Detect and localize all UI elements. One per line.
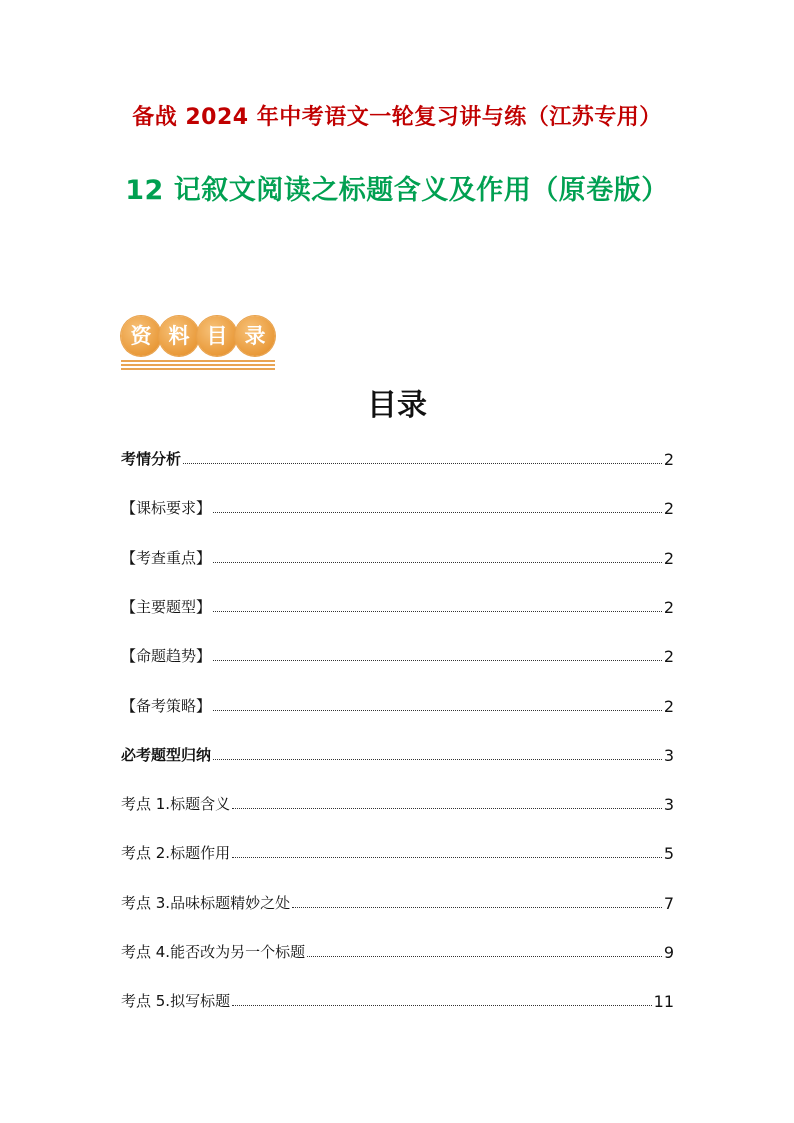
toc-dot-leader: [183, 462, 662, 464]
toc-dot-leader: [213, 709, 662, 711]
toc-dot-leader: [213, 610, 662, 612]
toc-entry[interactable]: [121, 889, 674, 913]
toc-entry[interactable]: [121, 741, 674, 765]
toc-entry-page: 2: [663, 647, 674, 667]
toc-entry[interactable]: [121, 593, 674, 617]
toc-entry-page: 7: [663, 893, 674, 913]
toc-entry-label: 【课标要求】: [121, 499, 212, 518]
toc-entry[interactable]: [121, 445, 674, 469]
toc-heading: 目录: [367, 388, 427, 423]
toc-entry[interactable]: [121, 544, 674, 568]
toc-entry-label: 考点 5.拟写标题: [121, 992, 231, 1011]
badge-char-2: 料: [159, 316, 199, 356]
badge-char-1: 资: [121, 316, 161, 356]
toc-dot-leader: [232, 856, 662, 858]
toc-entry-page: 2: [663, 548, 674, 568]
toc-entry-page: 2: [663, 696, 674, 716]
toc-dot-leader: [213, 659, 662, 661]
toc-entry[interactable]: [121, 642, 674, 666]
toc-dot-leader: [292, 906, 662, 908]
document-title: 备战 2024 年中考语文一轮复习讲与练（江苏专用）: [132, 105, 662, 130]
toc-entry-page: 9: [663, 943, 674, 962]
toc-entry-label: 【备考策略】: [121, 696, 212, 715]
materials-directory-badge: [121, 316, 276, 368]
toc-dot-leader: [232, 1004, 652, 1006]
toc-entry-label: 【主要题型】: [121, 597, 212, 616]
toc-dot-leader: [213, 561, 662, 563]
toc-entry-label: 【命题趋势】: [121, 647, 212, 666]
toc-entry-page: 2: [663, 499, 674, 519]
toc-entry-page: 2: [663, 450, 674, 469]
badge-underline: [121, 360, 275, 372]
toc-entry[interactable]: [121, 494, 674, 518]
badge-char-3: 目: [197, 316, 237, 356]
toc-dot-leader: [307, 955, 662, 957]
toc-entry-label: 必考题型归纳: [121, 745, 212, 764]
toc-entry-label: 考点 1.标题含义: [121, 795, 231, 814]
toc-entry-page: 11: [653, 992, 674, 1012]
toc-entry-page: 2: [663, 597, 674, 617]
toc-entry[interactable]: [121, 987, 674, 1011]
toc-entry-label: 考点 3.品味标题精妙之处: [121, 893, 291, 912]
toc-entry[interactable]: [121, 790, 674, 814]
toc-entry[interactable]: [121, 938, 674, 962]
toc-entry-page: 5: [663, 844, 674, 864]
toc-entry[interactable]: [121, 692, 674, 716]
toc-entry-label: 【考查重点】: [121, 548, 212, 567]
toc-dot-leader: [232, 807, 662, 809]
toc-entry[interactable]: [121, 839, 674, 863]
toc-entry-page: 3: [663, 745, 674, 765]
document-subtitle: 12 记叙文阅读之标题含义及作用（原卷版）: [125, 175, 669, 206]
toc-entry-label: 考点 2.标题作用: [121, 844, 231, 863]
toc-entry-label: 考情分析: [121, 450, 182, 468]
toc-entry-page: 3: [663, 795, 674, 815]
toc-dot-leader: [213, 511, 662, 513]
toc-entry-label: 考点 4.能否改为另一个标题: [121, 943, 306, 961]
badge-char-4: 录: [235, 316, 275, 356]
toc-dot-leader: [213, 758, 662, 760]
